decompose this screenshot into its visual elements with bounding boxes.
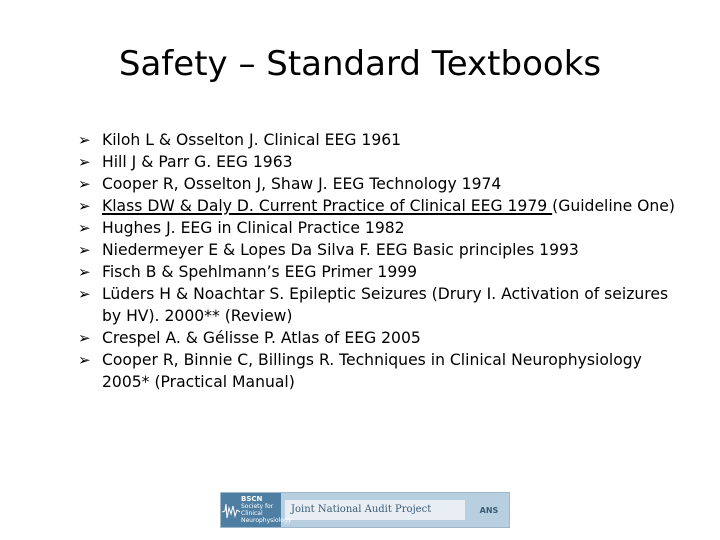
bscn-label: BSCN (241, 495, 263, 503)
arrow-bullet-icon: ➢ (78, 219, 91, 237)
list-item-text: Niedermeyer E & Lopes Da Silva F. EEG Basic principles 1993 (102, 241, 579, 259)
arrow-bullet-icon: ➢ (78, 263, 91, 281)
list-item-text: Fisch B & Spehlmann’s EEG Primer 1999 (102, 263, 418, 281)
list-item (78, 283, 678, 327)
list-item (78, 261, 678, 283)
list-item-text: Cooper R, Osselton J, Shaw J. EEG Technology 1974 (102, 175, 502, 193)
list-item-text: Cooper R, Binnie C, Billings R. Techniques in Clinical Neurophysiology 2005* (Practical Manual) (102, 351, 642, 391)
arrow-bullet-icon: ➢ (78, 285, 91, 303)
list-item-underlined-text: Klass DW & Daly D. Current Practice of Clinical EEG 1979 (102, 197, 553, 215)
eeg-wave-icon (222, 496, 240, 526)
arrow-bullet-icon: ➢ (78, 351, 91, 369)
list-item (78, 173, 678, 195)
list-item-text: Hill J & Parr G. EEG 1963 (102, 153, 293, 171)
list-item-text: Lüders H & Noachtar S. Epileptic Seizures (Drury I. Activation of seizures by HV). 2000** (Review) (102, 285, 669, 325)
list-item-text: Hughes J. EEG in Clinical Practice 1982 (102, 219, 405, 237)
list-item (78, 217, 678, 239)
ans-label: ANS (479, 505, 499, 515)
list-item-text: Kiloh L & Osselton J. Clinical EEG 1961 (102, 131, 402, 149)
textbook-list (78, 129, 678, 393)
audit-project-logo (220, 492, 510, 528)
arrow-bullet-icon: ➢ (78, 153, 91, 171)
arrow-bullet-icon: ➢ (78, 241, 91, 259)
list-item (78, 151, 678, 173)
bscn-caption: Society for Clinical Neurophysiology (241, 503, 292, 524)
logo-center-text: Joint National Audit Project (285, 500, 465, 520)
list-item (78, 239, 678, 261)
list-item-text: (Guideline One) (552, 197, 675, 215)
list-item (78, 195, 678, 217)
bscn-logo (221, 493, 292, 527)
ans-logo (469, 493, 509, 527)
slide-title: Safety – Standard Textbooks (118, 44, 602, 84)
list-item (78, 327, 678, 349)
arrow-bullet-icon: ➢ (78, 197, 91, 215)
arrow-bullet-icon: ➢ (78, 175, 91, 193)
arrow-bullet-icon: ➢ (78, 329, 91, 347)
list-item (78, 129, 678, 151)
list-item-text: Crespel A. & Gélisse P. Atlas of EEG 2005 (102, 329, 421, 347)
arrow-bullet-icon: ➢ (78, 131, 91, 149)
list-item (78, 349, 678, 393)
